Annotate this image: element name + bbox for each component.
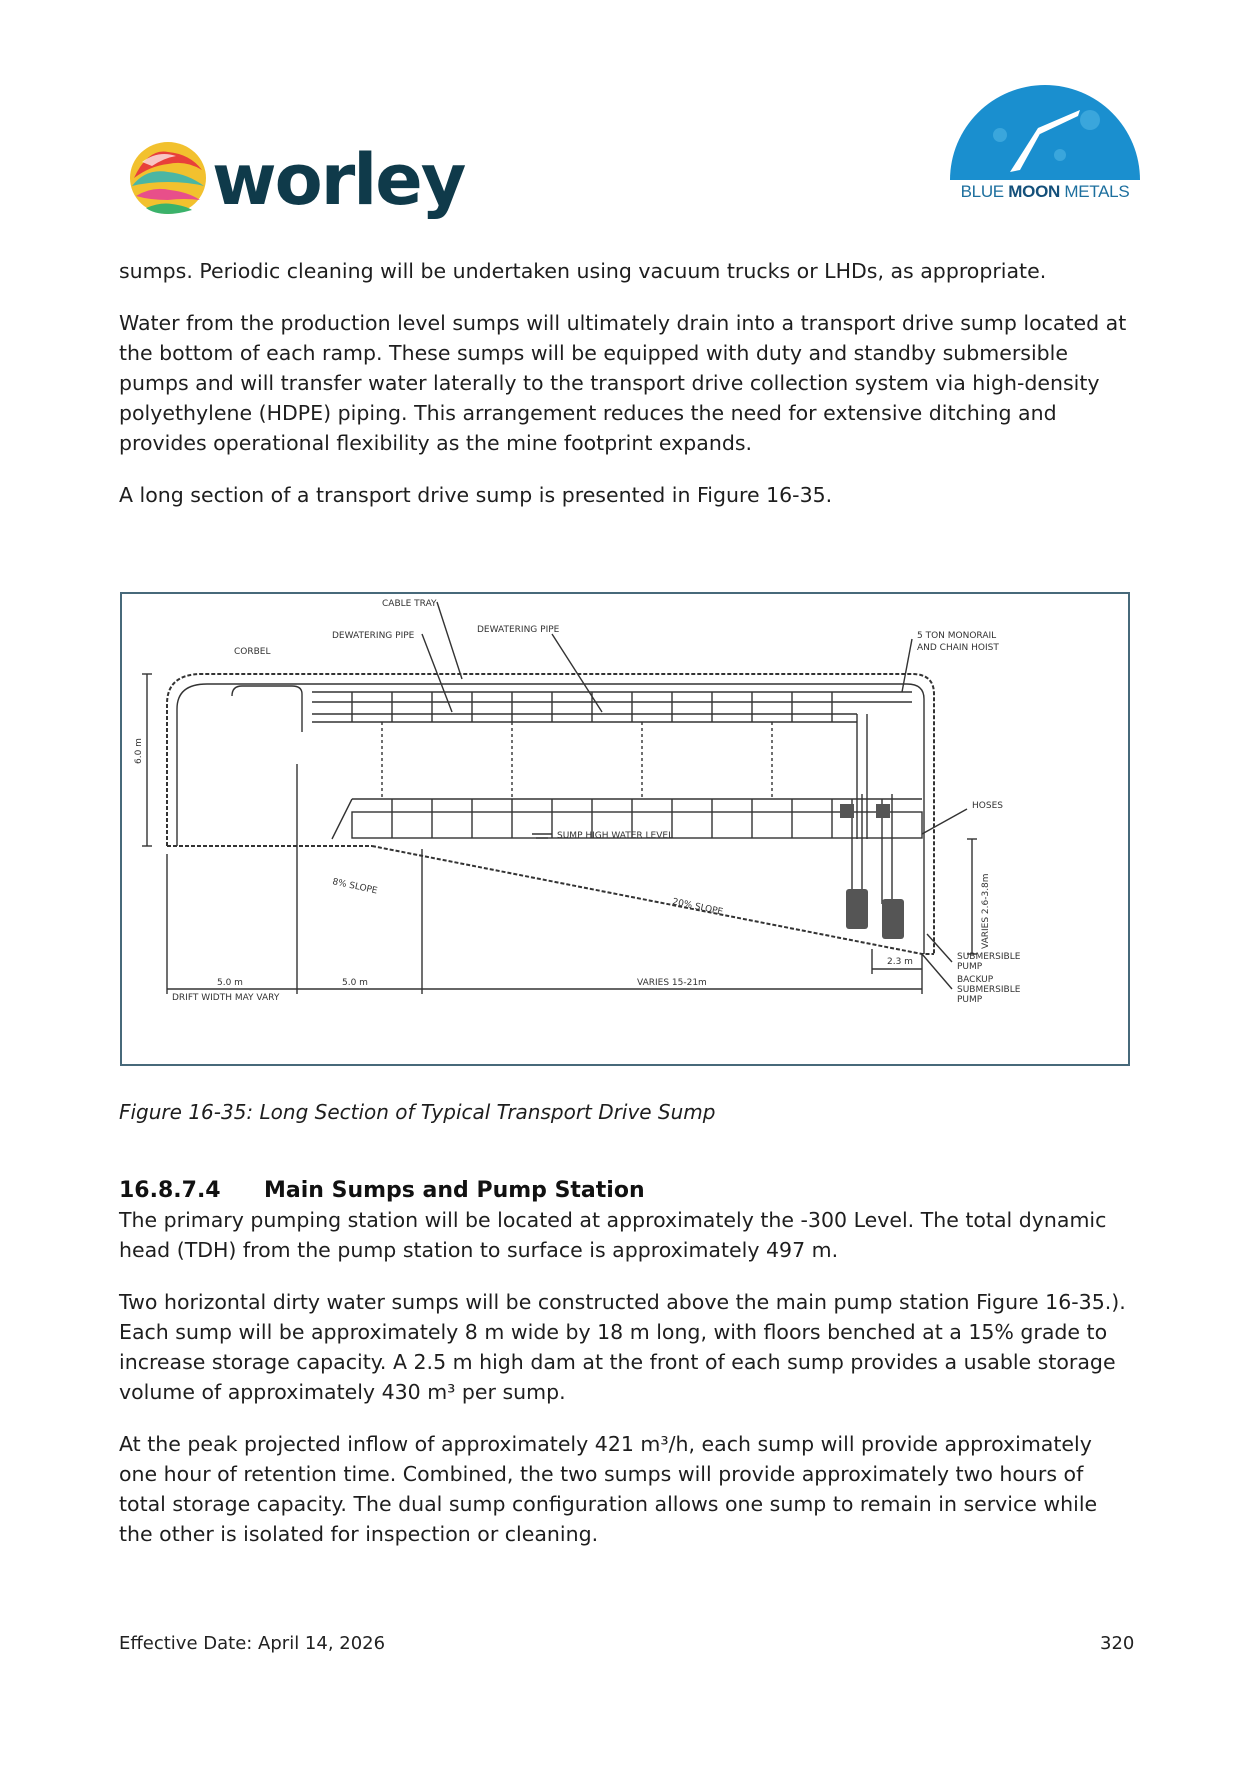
paragraph: At the peak projected inflow of approximately 421 m³/h, each sump will provide approximately one hour of retention time. Combined, the two sumps will provide approximately two hours of total storage capacity. The dual sump configuration allows one sump to remain in service while the other is isolated for inspection or cleaning. [119,1432,1098,1546]
label-slope: 8% SLOPE [331,877,379,897]
bmm-wordmark [940,182,1150,202]
figure-long-section [120,592,1130,1066]
label-slope: 20% SLOPE [671,897,724,918]
bmm-word-3: METALS [1064,182,1130,201]
bmm-word-2: MOON [1008,182,1060,201]
worley-swirl-icon [128,138,208,218]
label-sub-pump: PUMP [957,962,983,972]
bmm-word-1: BLUE [960,182,1004,201]
moon-emblem-icon [940,80,1150,180]
paragraph: Water from the production level sumps will ultimately drain into a transport drive sump located at the bottom of each ramp. These sumps will be equipped with duty and standby submersible pumps and will transfer water laterally to the transport drive collection system via high-density polyethylene (HDPE) piping. This arrangement reduces the need for extensive ditching and provides operational flexibility as the mine footprint expands. [119,311,1127,455]
section-number: 16.8.7.4 [119,1178,221,1203]
paragraph: sumps. Periodic cleaning will be undertaken using vacuum trucks or LHDs, as appropriate. [119,259,1047,283]
label-dim: DRIFT WIDTH MAY VARY [172,993,280,1003]
label-dim: 5.0 m [217,978,243,988]
label-backup: BACKUP [957,975,994,985]
paragraph: A long section of a transport drive sump is presented in Figure 16-35. [119,483,833,507]
footer-effective-date: Effective Date: April 14, 2026 [119,1633,386,1654]
worley-wordmark: worley [212,139,465,221]
label-cable-tray: CABLE TRAY [382,599,437,609]
label-varies-depth: VARIES 2.6-3.8m [981,873,991,949]
label-corbel: CORBEL [234,647,271,657]
body-text-bottom [119,1205,1129,1571]
label-height: 6.0 m [134,738,144,764]
blue-moon-metals-logo [940,80,1150,210]
label-dim: 5.0 m [342,978,368,988]
label-backup: PUMP [957,995,983,1005]
paragraph: Two horizontal dirty water sumps will be constructed above the main pump station Figure 16-35.). Each sump will be approximately 8 m wide by 18 m long, with floors benched at a 15% grade to increase storage capacity. A 2.5 m high dam at the front of each sump provides a usable storage volume of approximately 430 m³ per sump. [119,1290,1126,1404]
label-water-level: SUMP HIGH WATER LEVEL [557,831,674,841]
label-dewatering-pipe: DEWATERING PIPE [332,631,415,641]
label-monorail: AND CHAIN HOIST [917,643,999,653]
label-dewatering-pipe: DEWATERING PIPE [477,625,560,635]
label-dim: 2.3 m [887,957,913,967]
section-title: Main Sumps and Pump Station [264,1178,645,1203]
label-hoses: HOSES [972,801,1003,811]
sump-diagram [122,594,1128,1064]
label-monorail: 5 TON MONORAIL [917,631,997,641]
paragraph: The primary pumping station will be located at approximately the -300 Level. The total dynamic head (TDH) from the pump station to surface is approximately 497 m. [119,1208,1107,1262]
label-backup: SUBMERSIBLE [957,985,1021,995]
label-dim: VARIES 15-21m [637,978,707,988]
worley-logo [128,138,468,228]
label-sub-pump: SUBMERSIBLE [957,952,1021,962]
body-text-top [119,256,1129,532]
section-heading [119,1178,645,1203]
figure-caption: Figure 16-35: Long Section of Typical Transport Drive Sump [119,1100,716,1124]
footer-page-number: 320 [1100,1633,1135,1654]
